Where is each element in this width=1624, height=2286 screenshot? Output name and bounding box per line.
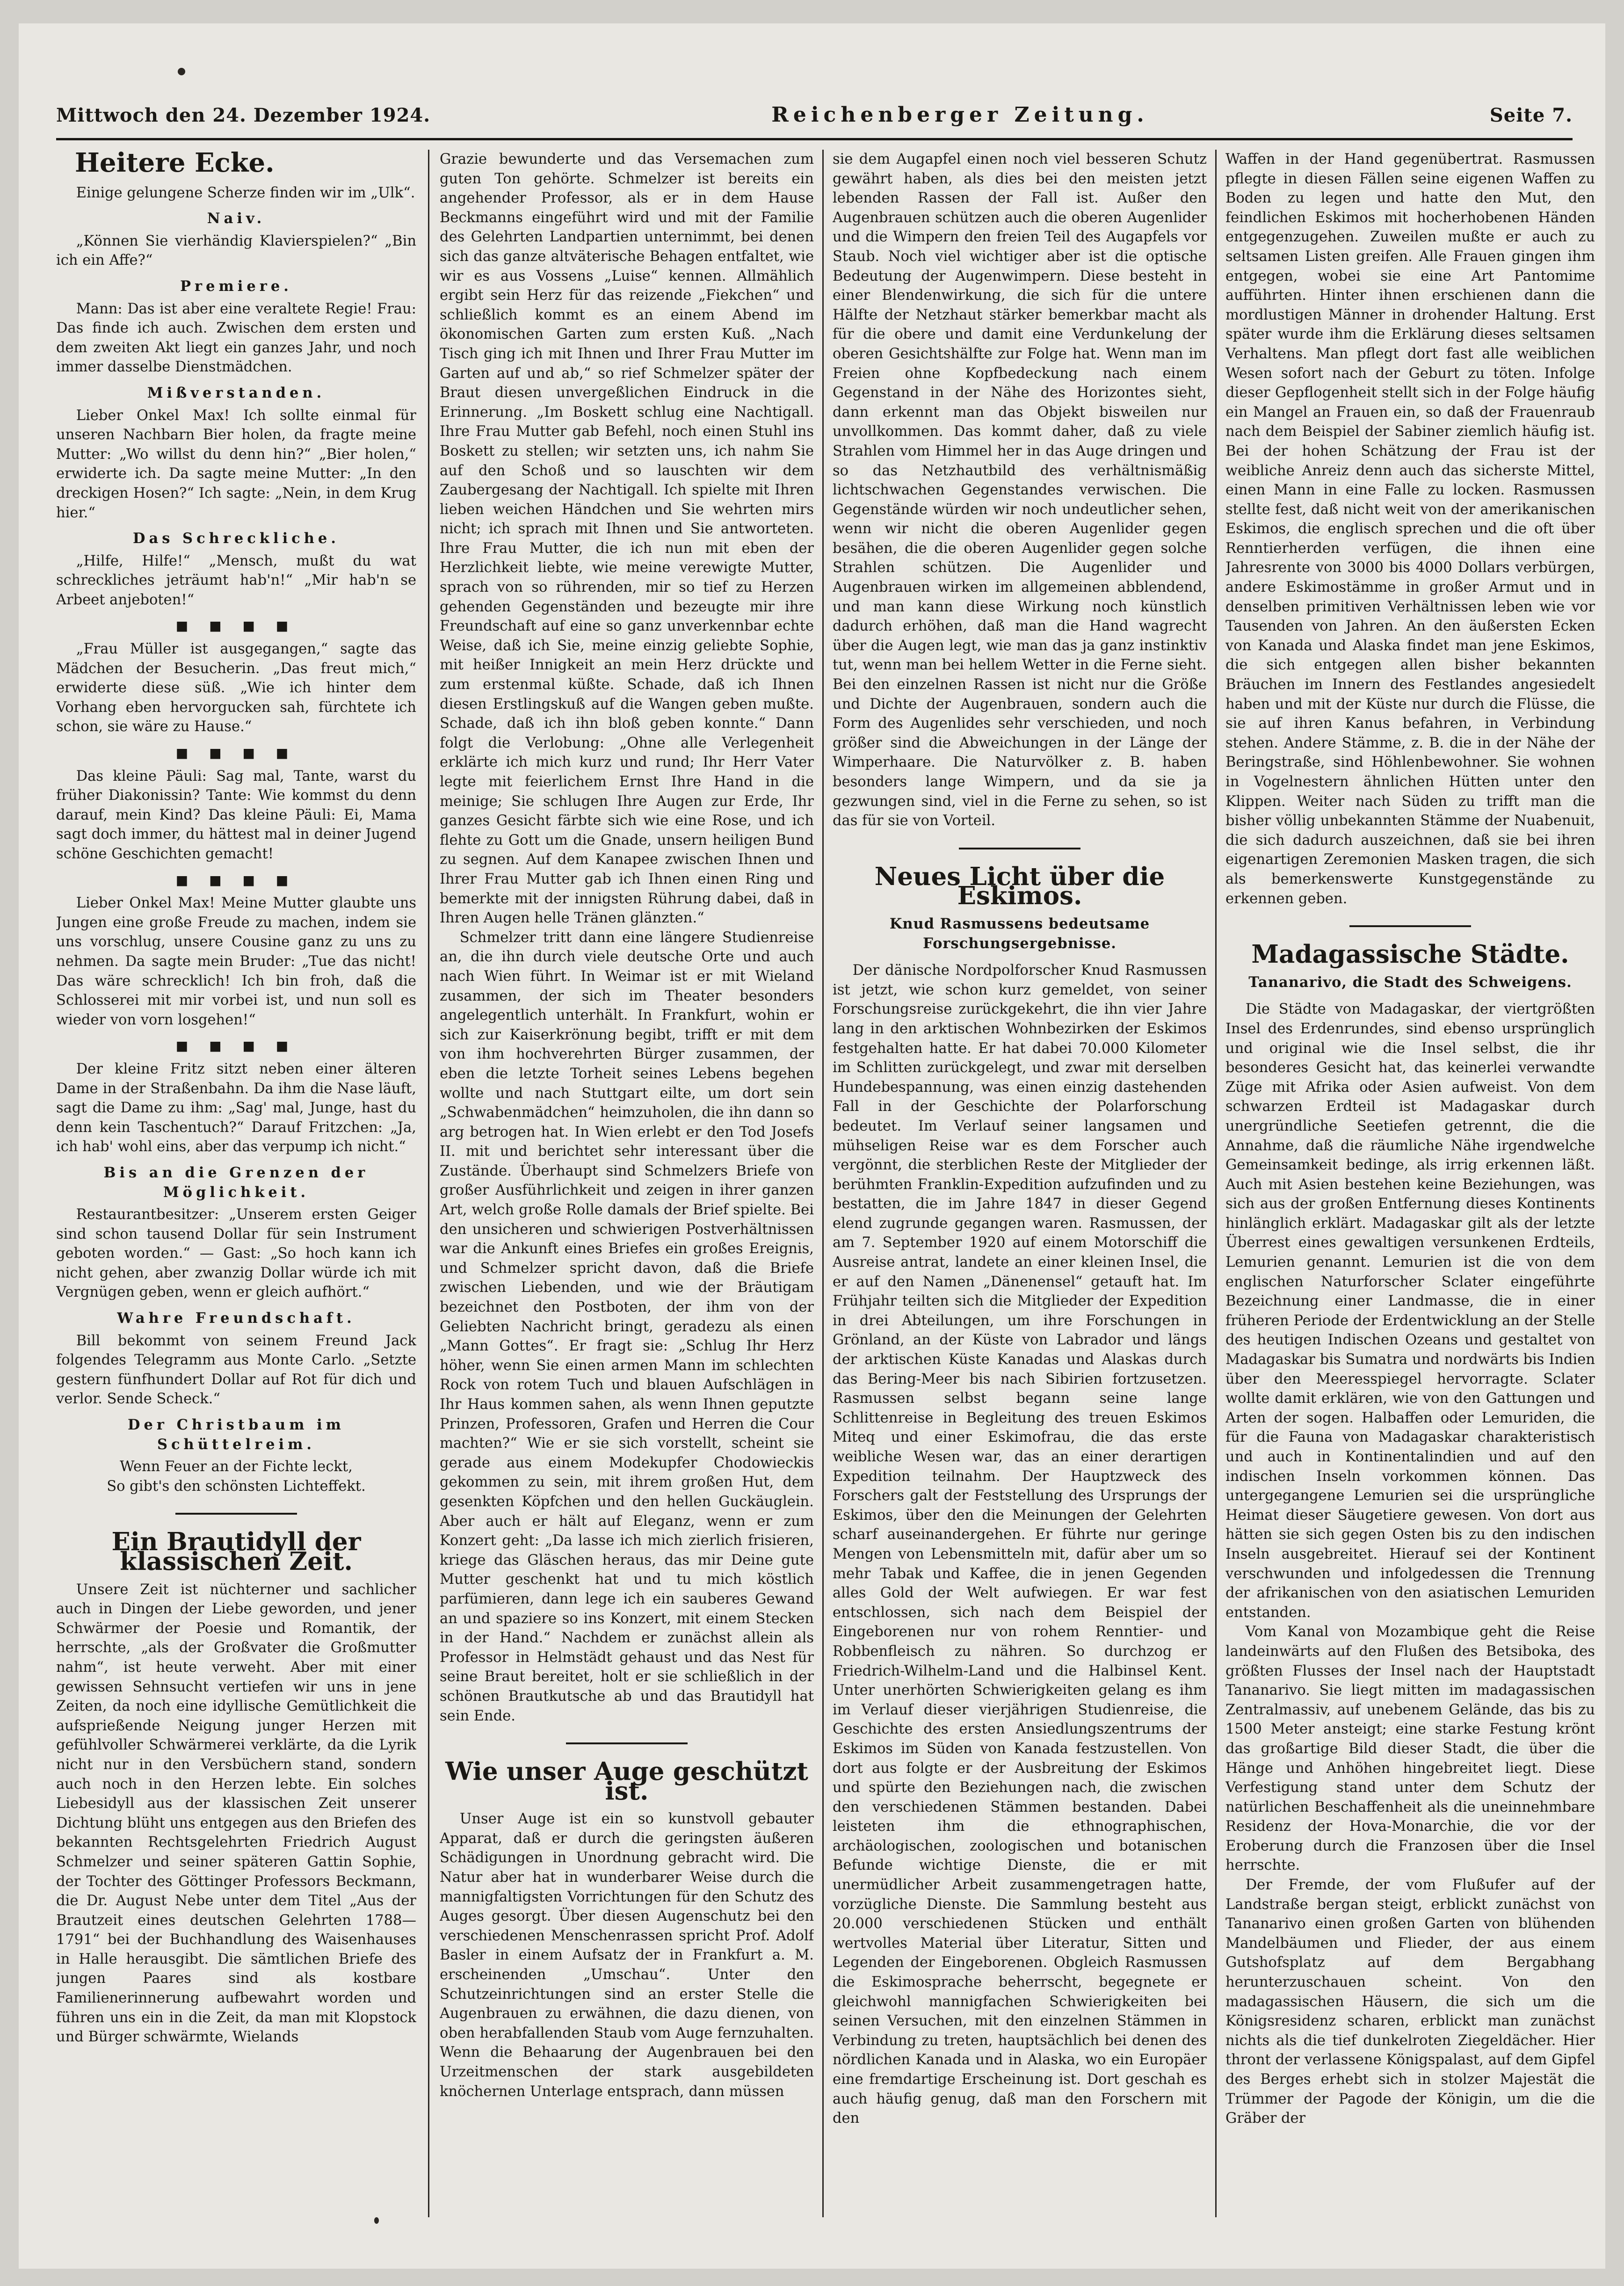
joke-title-premiere: Premiere. bbox=[180, 277, 292, 295]
column-3 bbox=[833, 150, 1207, 2217]
article-paragraph: Unser Auge ist ein so kunstvoll gebauter Apparat, daß er durch die geringsten äußeren Schädigungen in Unordnung gebracht wird. Die Natur aber hat in wunderbarer Weise durch die mannigfaltigsten Vorrichtungen für den Schutz des Auges gesorgt. Über diesen Augenschutz bei den verschiedenen Menschenrassen spricht Prof. Adolf Basler in einem Aufsatz der in Frankfurt a. M. erscheinenden „Umschau“. Unter den Schutzeinrichtungen sind an erster Stelle die Augenbrauen zu erwähnen, die dazu dienen, von oben herabfallenden Staub vom Auge fernzuhalten. Wenn die Behaarung der Augenbrauen bei den Urzeitmenschen der stark ausgebildeten knöchernen Unterlage entsprach, dann müssen bbox=[440, 1811, 814, 2100]
column-rule bbox=[428, 150, 429, 2217]
column-2 bbox=[440, 150, 814, 2217]
article-divider bbox=[175, 1513, 297, 1515]
joke-title-naiv: Naiv. bbox=[207, 210, 266, 227]
article-headline-brautidyll: Ein Brautidyll der klassischen Zeit. bbox=[111, 1527, 361, 1576]
joke-text: Das kleine Päuli: Sag mal, Tante, warst du früher Diakonissin? Tante: Wie kommst du denn darauf, mein Kind? Das kleine Päuli: Ei, Mama sagt doch immer, du hättest mal in deiner Jugend schöne Geschichten gemacht! bbox=[56, 768, 416, 862]
article-headline-eskimos: Neues Licht über die Eskimos. bbox=[874, 862, 1165, 911]
column-1 bbox=[56, 150, 416, 2217]
joke-text: „Frau Müller ist ausgegangen,“ sagte das Mädchen der Besucherin. „Das freut mich,“ erwiderte diese süß. „Wie ich hinter dem Vorhang eben hervorgucken sah, fürchtete ich schon, sie wäre zu Hause.“ bbox=[56, 641, 416, 735]
section-intro: Einige gelungene Scherze finden wir im „Ulk“. bbox=[76, 184, 415, 201]
column-4 bbox=[1225, 150, 1595, 2217]
separator-stars: ■ ■ ■ ■ bbox=[175, 1038, 297, 1054]
article-paragraph: Der dänische Nordpolforscher Knud Rasmussen ist jetzt, wie schon kurz gemeldet, von seiner Forschungsreise zurückgekehrt, die ihn vier Jahre lang in den arktischen Wohnbezirken der Eskimos festgehalten hatte. Er hat dabei 70.000 Kilometer im Schlitten zurückgelegt, und zwar mit derselben Hundebespannung, was einen einzig dastehenden Fall in der Geschichte der Polarforschung bedeutet. Im Verlauf seiner langsamen und mühseligen Reise war es dem Forscher auch vergönnt, die sterblichen Reste der Mitglieder der berühmten Franklin-Expedition aufzufinden und zu bestatten, die im Jahre 1847 in dieser Gegend elend zugrunde gegangen waren. Rasmussen, der am 7. September 1920 auf einem Motorschiff die Ausreise antrat, landete an einer kleinen Insel, die er auf den Namen „Dänenensel“ getauft hat. Im Frühjahr teilten sich die Mitglieder der Expedition in drei Abteilungen, um ihre Forschungen in Grönland, an der Küste von Labrador und längs der arktischen Küste Kanadas und Alaskas durch das Bering-Meer bis nach Sibirien fortzusetzen. Rasmussen selbst begann seine lange Schlittenreise in Begleitung des treuen Eskimos Miteq und einer Eskimofrau, die das erste weibliche Wesen war, das an einer derartigen Expedition teilnahm. Der Hauptzweck des Forschers galt der Feststellung des Ursprungs der Eskimos, über den die Meinungen der Gelehrten scharf auseinandergehen. Er führte nur geringe Mengen von Lebensmitteln mit, dafür aber um so mehr Tabak und Kaffee, die in jenen Gegenden alles Gold der Welt aufwiegen. Er war fest entschlossen, sich nach dem Beispiel der Eingeborenen nur von rohem Renntier- und Robbenfleisch zu nähren. So durchzog er Friedrich-Wilhelm-Land und die Halbinsel Kent. Unter unerhörten Schwierigkeiten gelang es ihm im Verlauf dieser vierjährigen Studienreise, die Geschichte des ersten Ansiedlungszentrums der Eskimos im Süden von Kanada festzustellen. Von dort aus folgte er der Ausbreitung der Eskimos und spürte den Beziehungen nach, die zwischen den verschiedenen Stämmen bestanden. Dabei leisteten ihm die ethnographischen, archäologischen, zoologischen und botanischen Befunde wichtige Dienste, die er mit unermüdlicher Arbeit zusammengetragen hatte, vorzügliche Dienste. Die Sammlung besteht aus 20.000 verschiedenen Stücken und enthält wertvolles Material über Literatur, Sitten und Legenden der Eingeborenen. Obgleich Rasmussen die Eskimosprache beherrscht, begegnete er gleichwohl mannigfachen Schwierigkeiten bei seinen Versuchen, mit den einzelnen Stämmen in Verbindung zu treten, hauptsächlich bei denen des nördlichen Kanada und in Alaska, wo ein Europäer eine fremdartige Erscheinung ist. Dort geschah es auch häufig genug, daß man den Forschern mit den bbox=[833, 962, 1207, 2127]
joke-text: Der kleine Fritz sitzt neben einer älteren Dame in der Straßenbahn. Da ihm die Nase läuft, sagt die Dame zu ihm: „Sag' mal, Junge, hast du denn kein Taschentuch?“ Darauf Fritzchen: „Ja, ich hab' wohl eins, aber das verpump ich nicht.“ bbox=[56, 1060, 416, 1155]
issue-date: Mittwoch den 24. Dezember 1924. bbox=[56, 104, 431, 126]
article-paragraph: Der Fremde, der vom Flußufer auf der Landstraße bergan steigt, erblickt zunächst von Tananarivo einen großen Garten von blühenden Mandelbäumen und Flieder, der aus einem Gutshofsplatz auf dem Bergabhang herunterzuschauen scheint. Von den madagassischen Häusern, die sich um die Königsresidenz scharen, erblickt man zunächst nichts als die tief dunkelroten Ziegeldächer. Hier thront der verlassene Königspalast, auf dem Gipfel des Berges erhebt sich in stolzer Majestät die Trümmer der Pagode der Königin, um die die Gräber der bbox=[1225, 1877, 1595, 2127]
article-paragraph: Grazie bewunderte und das Versemachen zum guten Ton gehörte. Schmelzer ist bereits ein angehender Professor, als er in dem Hause Beckmanns eingeführt wird und mit der Familie des Gelehrten Landpartien unternimmt, bei denen sich das ganze altväterische Behagen entfaltet, wie wir es aus Vossens „Luise“ kennen. Allmählich ergibt sein Herz für das reizende „Fiekchen“ und schließlich kommt es an einem Abend im ökonomischen Garten zum ersten Kuß. „Nach Tisch ging ich mit Ihnen und Ihrer Frau Mutter im Garten auf und ab,“ so rief Schmelzer später der Braut diesen unvergeßlichen Eindruck in die Erinnerung. „Im Boskett schlug eine Nachtigall. Ihre Frau Mutter gab Befehl, noch einen Stuhl ins Boskett zu stellen; wir setzten uns, ich nahm Sie auf den Schoß und so lauschten wir dem Zaubergesang der Nachtigall. Ich spielte mit Ihren lieben weichen Händchen und Sie wehrten mirs nicht; ich sprach mit Ihnen und Sie antworteten. Ihre Frau Mutter, die ich nun mit eben der Herzlichkeit liebte, wie meine verewigte Mutter, sprach von so rührenden, mir so tief zu Herzen gehenden Gegenständen und bezeugte mir ihre Freundschaft auf eine so ganz unverkennbar echte Weise, daß ich Sie, meine einzig geliebte Sophie, mit heißer Innigkeit an mein Herz drückte und zum erstenmal küßte. Schade, daß ich Ihnen diesen Erstlingskuß auf die Wangen geben mußte. Schade, daß ich ihn bloß geben konnte.“ Dann folgt die Verlobung: „Ohne alle Verlegenheit erklärte ich mich kurz und rund; Ihr Herr Vater legte mit feierlichem Ernst Ihre Hand in die meinige; Sie schlugen Ihre Augen zur Erde, Ihr ganzes Gesicht färbte sich wie eine Rose, und ich flehte zu Gott um die Gnade, unsern heiligen Bund zu segnen. Auf dem Kanapee zwischen Ihnen und Ihrer Frau Mutter gab ich Ihnen einen Ring und bemerkte mit der innigsten Rührung dabei, daß in Ihren Augen helle Tränen glänzten.“ bbox=[440, 151, 814, 927]
verse-line: So gibt's den schönsten Lichteffekt. bbox=[107, 1478, 366, 1495]
joke-text: Lieber Onkel Max! Meine Mutter glaubte uns Jungen eine große Freude zu machen, indem sie uns vorschlug, unsere Cousine ganz zu uns zu nehmen. Da sagte mein Bruder: „Tue das nicht! Das wäre schrecklich! Ich bin froh, daß die Schlosserei mit mir vorbei ist, und nun soll es wieder von vorn losgehen!“ bbox=[56, 895, 416, 1028]
article-paragraph: Schmelzer tritt dann eine längere Studienreise an, die ihn durch viele deutsche Orte und auch nach Wien führt. In Weimar ist er mit Wieland zusammen, der sich im Theater besonders angelegentlich unterhält. In Frankfurt, wohin er sich zur Kaiserkrönung begibt, trifft er mit dem von ihm hochverehrten Bürger zusammen, der eben die letzte Torheit seines Lebens begehen wollte und nach Stuttgart eilte, um dort sein „Schwabenmädchen“ heimzuholen, die ihn dann so arg betrogen hat. In Wien erlebt er den Tod Josefs II. mit und berichtet sehr interessant über die Zustände. Überhaupt sind Schmelzers Briefe von großer Ausführlichkeit und zeigen in ihrer ganzen Art, welch große Rolle damals der Brief spielte. Bei den unsicheren und schwierigen Postverhältnissen war die Ankunft eines Briefes ein großes Ereignis, und Schmelzer spricht davon, daß die Briefe zwischen Liebenden, und wie der Bräutigam bezeichnet den Postboten, der ihm von der Geliebten Nachricht bringt, geradezu als einen „Mann Gottes“. Er fragt sie: „Schlug Ihr Herz höher, wenn Sie einen armen Mann im schlechten Rock von rotem Tuch und blauen Aufschlägen in Ihr Haus kommen sahen, als wenn Ihnen geputzte Prinzen, Professoren, Grafen und Herren die Cour machten?“ Wie er sie sich vorstellt, scheint sie gerade aus einem Modekupfer Chodowieckis gekommen zu sein, mit ihrem großen Hut, dem gesenkten Köpfchen und den hellen Guckäuglein. Aber auch er hält auf Eleganz, wenn er zum Konzert geht: „Da lasse ich mich zierlich frisieren, kriege das Gläschen heraus, das mir Deine gute Mutter geschenkt hat und tu mich köstlich parfümieren, dann lege ich ein sauberes Gewand an und spaziere so ins Konzert, mit einem Stecken in der Hand.“ Nachdem er zunächst allein als Professor in Helmstädt gehaust und das Nest für seine Braut bereitet, holt er sie schließlich in der schönen Brautkutsche ab und das Brautidyll hat sein Ende. bbox=[440, 929, 814, 1724]
separator-stars: ■ ■ ■ ■ bbox=[175, 872, 297, 888]
joke-text: Bill bekommt von seinem Freund Jack folgendes Telegramm aus Monte Carlo. „Setzte gestern fünfhundert Dollar auf Rot für dich und verlor. Sende Scheck.“ bbox=[56, 1332, 416, 1408]
article-subheadline: Tananarivo, die Stadt des Schweigens. bbox=[1248, 973, 1572, 991]
article-paragraph: Die Städte von Madagaskar, der viertgrößten Insel des Erdenrundes, sind ebenso ursprünglich und original wie die Insel selbst, die ihr besonderes Gesicht hat, das keinerlei verwandte Züge mit Afrika oder Asien aufweist. Von dem schwarzen Erdteil ist Madagaskar durch unergründliche Seetiefen getrennt, die die Annahme, daß die räumliche Nähe irgendwelche Gemeinsamkeit bedinge, als irrig erkennen läßt. Auch mit Asien bestehen keine Beziehungen, was sich aus der großen Entfernung dieses Kontinents hinlänglich erklärt. Madagaskar gilt als der letzte Überrest eines gewaltigen versunkenen Erdteils, Lemurien genannt. Lemurien ist die von dem englischen Naturforscher Sclater eingeführte Bezeichnung einer Landmasse, die in einer früheren Periode der Erdentwicklung an der Stelle des heutigen Indischen Ozeans und gestaltet von Madagaskar bis Sumatra und nordwärts bis Indien über den Meeresspiegel hervorragte. Sclater wollte damit erklären, wie von den Gattungen und Arten der sogen. Halbaffen oder Lemuriden, die für die Fauna von Madagaskar charakteristisch und auch in Kontinentalindien und auf den indischen Inseln vorkommen können. Das untergegangene Lemurien sei die ursprüngliche Heimat dieser Säugetiere gewesen. Von dort aus hätten sie sich gegen Osten bis zu den indischen Inseln ausgebreitet. Hierauf sei der Kontinent verschwunden und infolgedessen die Trennung der afrikanischen von den asiatischen Lemuriden entstanden. bbox=[1225, 1001, 1595, 1621]
joke-title-christbaum: Der Christbaum im Schüttelreim. bbox=[128, 1416, 345, 1453]
article-subheadline: Knud Rasmussens bedeutsame Forschungsergebnisse. bbox=[889, 915, 1150, 952]
article-paragraph: Waffen in der Hand gegenübertrat. Rasmussen pflegte in diesen Fällen seine eigenen Waffen zu Boden zu legen und hatte den Mut, den feindlichen Eskimos mit hocherhobenen Händen entgegenzugehen. Zuweilen mußte er auch zu seltsamen Listen greifen. Alle Frauen gingen ihm entgegen, wobei sie eine Art Pantomime aufführten. Hinter ihnen erschienen dann die mordlustigen Männer in drohender Haltung. Erst später wurde ihm die Erklärung dieses seltsamen Verhaltens. Man pflegt dort fast alle weiblichen Wesen sofort nach der Geburt zu töten. Infolge dieser Gepflogenheit stellt sich in der Folge häufig ein Mangel an Frauen ein, so daß der Frauenraub nach dem Beispiel der Sabiner ziemlich häufig ist. Bei der hohen Schätzung der Frau ist der weibliche Anreiz denn auch das sicherste Mittel, einen Mann in eine Falle zu locken. Rasmussen stellte fest, daß nicht weit von der amerikanischen Eskimos, die englisch sprechen und die oft über Renntierherden verfügen, die ihnen eine Jahresrente von 3000 bis 4000 Dollars verbürgen, andere Eskimostämme in großer Armut und in denselben primitiven Verhältnissen leben wie vor Tausenden von Jahren. An den äußersten Ecken von Kanada und Alaska findet man jene Eskimos, die sich entgegen allen bisher bekannten Bräuchen im Innern des Festlandes angesiedelt haben und mit der Küste nur durch die Flüsse, die sie auf ihren Kanus befahren, in Verbindung stehen. Andere Stämme, z. B. die in der Nähe der Beringstraße, sind Höhlenbewohner. Sie wohnen in Vogelnestern ähnlichen Hütten unter den Klippen. Weiter nach Süden zu trifft man die bisher völlig unbekannten Stämme der Nuabenuit, die sich dadurch auszeichnen, daß sie bei ihren eigenartigen Zeremonien Masken tragen, die sich als bemerkenswerte Kunstgegenstände zu erkennen geben. bbox=[1225, 151, 1595, 907]
joke-text: Mann: Das ist aber eine veraltete Regie! Frau: Das finde ich auch. Zwischen dem ersten und dem zweiten Akt liegt ein ganzes Jahr, und noch immer dasselbe Dienstmädchen. bbox=[56, 300, 416, 376]
article-divider bbox=[566, 1742, 688, 1744]
section-heading-heitere-ecke: Heitere Ecke. bbox=[75, 150, 275, 178]
joke-text: „Können Sie vierhändig Klavierspielen?“ „Bin ich ein Affe?“ bbox=[56, 232, 416, 269]
ink-speck bbox=[374, 2217, 379, 2224]
newspaper-page bbox=[19, 23, 1605, 2269]
page-number: Seite 7. bbox=[1489, 104, 1573, 126]
separator-stars: ■ ■ ■ ■ bbox=[175, 745, 297, 761]
joke-text: „Hilfe, Hilfe!“ „Mensch, mußt du wat schreckliches jeträumt hab'n!“ „Mir hab'n se Arbeet anjeboten!“ bbox=[56, 552, 416, 608]
paper-title: Reichenberger Zeitung. bbox=[771, 103, 1149, 127]
column-rule bbox=[822, 150, 824, 2217]
article-divider bbox=[1349, 925, 1471, 927]
article-paragraph: Unsere Zeit ist nüchterner und sachlicher auch in Dingen der Liebe geworden, und jener Schwärmer der Poesie und Romantik, der herrschte, „als der Großvater die Großmutter nahm“, ist heute verweht. Aber mit einer gewissen Sehnsucht vertiefen wir uns in jene Zeiten, da noch eine idyllische Gemütlichkeit die aufsprießende Neigung junger Herzen mit gefühlvoller Schwärmerei verklärte, da die Lyrik nicht nur in den Versbüchern stand, sondern auch noch in den Herzen lebte. Ein solches Liebesidyll aus der klassischen Zeit unserer Dichtung blüht uns entgegen aus den Briefen des bekannten Rechtsgelehrten Friedrich August Schmelzer und seiner späteren Gattin Sophie, der Tochter des Göttinger Professors Beckmann, die Dr. August Nebe unter dem Titel „Aus der Brautzeit eines deutschen Gelehrten 1788—1791“ bei der Buchhandlung des Waisenhauses in Halle herausgibt. Die sämtlichen Briefe des jungen Paares sind als kostbare Familienerinnerung aufbewahrt worden und führen uns ein in die Zeit, da man mit Klopstock und Bürger schwärmte, Wielands bbox=[56, 1581, 416, 2046]
article-divider bbox=[959, 848, 1080, 849]
article-paragraph: sie dem Augapfel einen noch viel besseren Schutz gewährt haben, als dies bei den meisten jetzt lebenden Rassen der Fall ist. Außer den Augenbrauen schützen auch die oberen Augenlider und die Wimpern den freien Teil des Augapfels vor Staub. Noch viel wichtiger aber ist die optische Bedeutung der Augenwimpern. Diese besteht in einer Blendenwirkung, die sich für die untere Hälfte der Netzhaut stärker bemerkbar macht als für die obere und damit eine Verdunkelung der oberen Gesichtshälfte zur Folge hat. Wenn man im Freien ohne Kopfbedeckung nach einem Gegenstand in der Nähe des Horizontes sieht, dann erkennt man das Objekt bisweilen nur unvollkommen. Das kommt daher, daß zu viele Strahlen vom Himmel her in das Auge dringen und so das Netzhautbild des verhältnismäßig lichtschwachen Gegenstandes verwischen. Die Gegenstände würden wir noch undeutlicher sehen, wenn wir nicht die oberen Augenlider gegen besähen, die die oberen Augenlider gegen solche Strahlen schützen. Die Augenlider und Augenbrauen wirken im allgemeinen abblendend, und man kann diese Wirkung noch künstlich dadurch erhöhen, daß man die Hand wagrecht über die Augen legt, wie man das ja ganz instinktiv tut, wenn man bei hellem Wetter in die Ferne sieht. Bei den einzelnen Rassen ist nicht nur die Größe und Dichte der Augenbrauen, sondern auch die Form des Augenlides sehr verschieden, und noch größer sind die Abweichungen in der Länge der Wimperhaare. Die Naturvölker z. B. haben besonders lange Wimpern, und da sie ja gezwungen sind, viel in die Ferne zu sehen, so ist das für sie von Vorteil. bbox=[833, 151, 1207, 829]
separator-stars: ■ ■ ■ ■ bbox=[175, 618, 297, 634]
article-headline-madagaskar: Madagassische Städte. bbox=[1251, 940, 1569, 969]
article-paragraph: Vom Kanal von Mozambique geht die Reise landeinwärts auf den Flußen des Betsiboka, des größten Flusses der Insel nach der Hauptstadt Tananarivo. Sie liegt mitten im madagassischen Zentralmassiv, auf unebenem Gelände, das bis zu 1500 Meter ansteigt; eine starke Festung krönt das großartige Bild dieser Stadt, die über die Hänge und Anhöhen hingebreitet liegt. Diese Verfestigung stand unter dem Schutz der natürlichen Beschaffenheit als die uneinnehmbare Residenz der Hova-Monarchie, die vor der Eroberung durch die Franzosen über die Insel herrschte. bbox=[1225, 1624, 1595, 1874]
masthead-rule bbox=[56, 138, 1573, 140]
joke-title-grenzen: Bis an die Grenzen der Möglichkeit. bbox=[103, 1164, 369, 1201]
joke-title-freundschaft: Wahre Freundschaft. bbox=[117, 1310, 355, 1327]
joke-text: Lieber Onkel Max! Ich sollte einmal für unseren Nachbarn Bier holen, da fragte meine Mutter: „Wo willst du denn hin?“ „Bier holen,“ erwiderte ich. Da sagte meine Mutter: „In den dreckigen Hosen?“ Ich sagte: „Nein, in dem Krug hier.“ bbox=[56, 407, 416, 521]
masthead bbox=[56, 103, 1573, 136]
joke-title-missverstanden: Mißverstanden. bbox=[147, 384, 326, 401]
article-headline-auge: Wie unser Auge geschützt ist. bbox=[445, 1757, 808, 1806]
joke-title-das-schreckliche: Das Schreckliche. bbox=[133, 530, 340, 547]
column-rule bbox=[1215, 150, 1217, 2217]
joke-text: Restaurantbesitzer: „Unserem ersten Geiger sind schon tausend Dollar für sein Instrument geboten worden.“ — Gast: „So hoch kann ich nicht gehen, aber zwanzig Dollar würde ich mit Vergnügen geben, wenn er gleich aufhört.“ bbox=[56, 1206, 416, 1301]
punch-hole-mark bbox=[178, 68, 185, 75]
verse-line: Wenn Feuer an der Fichte leckt, bbox=[120, 1459, 353, 1475]
